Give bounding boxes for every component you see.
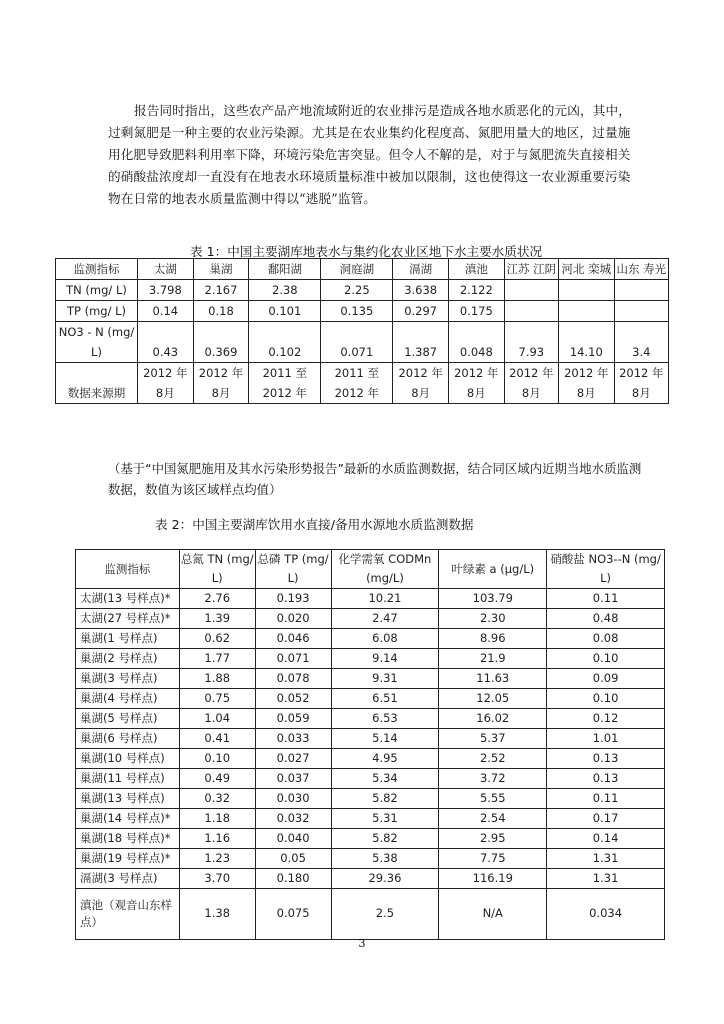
- row-label: 数据来源期: [56, 363, 138, 404]
- table-cell: 0.048: [449, 322, 505, 363]
- table-cell: 0.17: [547, 809, 665, 829]
- table-row: [56, 301, 669, 322]
- table-cell: 2.5: [331, 889, 439, 940]
- table-row: [76, 589, 665, 609]
- table-row: [76, 649, 665, 669]
- header-cell: 总磷 TP (mg/ L): [255, 550, 331, 589]
- row-label: 滇池（观音山东样点）: [76, 889, 180, 940]
- header-cell: 总氮 TN (mg/ L): [179, 550, 255, 589]
- table-cell: 0.071: [321, 322, 393, 363]
- row-label: 太湖(27 号样点)*: [76, 609, 180, 629]
- table-cell: 0.052: [255, 689, 331, 709]
- table-row: [56, 363, 669, 404]
- table-cell: 0.11: [547, 789, 665, 809]
- table-cell: 0.10: [179, 749, 255, 769]
- table-cell: 1.31: [547, 849, 665, 869]
- row-label: TN (mg/ L): [56, 280, 138, 301]
- table-cell: 0.11: [547, 589, 665, 609]
- table-cell: 0.059: [255, 709, 331, 729]
- table-cell: 0.040: [255, 829, 331, 849]
- row-label: TP (mg/ L): [56, 301, 138, 322]
- table-cell: 5.38: [331, 849, 439, 869]
- table-cell: [558, 301, 614, 322]
- row-label: 巢湖(2 号样点): [76, 649, 180, 669]
- table-cell: 14.10: [558, 322, 614, 363]
- table-row: [76, 789, 665, 809]
- table-row: [76, 849, 665, 869]
- header-cell: 江苏 江阴: [504, 259, 558, 280]
- table-cell: 5.37: [439, 729, 547, 749]
- header-cell: 硝酸盐 NO3--N (mg/ L): [547, 550, 665, 589]
- body-paragraph: 报告同时指出，这些农产品产地流域附近的农业排污是造成各地水质恶化的元凶，其中，过剩氮肥是一种主要的农业污染源。尤其是在农业集约化程度高、氮肥用量大的地区，过量施用化肥导致肥料利用率下降，环境污染危害突显。但令人不解的是，对于与氮肥流失直接相关的硝酸盐浓度却一直没有在地表水环境质量标准中被加以限制，这也使得这一农业源重要污染物在日常的地表水质量监测中得以“逃脱”监管。: [108, 103, 632, 206]
- table-cell: 5.34: [331, 769, 439, 789]
- table-cell: 0.033: [255, 729, 331, 749]
- table-cell: 0.297: [393, 301, 449, 322]
- page-number: 3: [358, 937, 366, 950]
- table-cell: 9.14: [331, 649, 439, 669]
- table-cell: 1.38: [179, 889, 255, 940]
- table-cell: 0.193: [255, 589, 331, 609]
- water-quality-table-2: [75, 549, 665, 940]
- table-cell: 0.14: [138, 301, 194, 322]
- table-cell: 0.027: [255, 749, 331, 769]
- table-cell: 0.10: [547, 649, 665, 669]
- table-cell: 2.25: [321, 280, 393, 301]
- header-cell: 叶绿素 a (μg/L): [439, 550, 547, 589]
- table-cell: 2012 年 8月: [138, 363, 194, 404]
- table-cell: 0.48: [547, 609, 665, 629]
- table-cell: 0.101: [249, 301, 321, 322]
- table-cell: 2.38: [249, 280, 321, 301]
- row-label: 巢湖(1 号样点): [76, 629, 180, 649]
- header-cell: 巢湖: [193, 259, 249, 280]
- table-cell: 0.14: [547, 829, 665, 849]
- table-cell: 2.76: [179, 589, 255, 609]
- table-row: [76, 689, 665, 709]
- table-row: [76, 749, 665, 769]
- table1-footnote: （基于“中国氮肥施用及其水污染形势报告”最新的水质监测数据，结合同区域内近期当地水质监测数据，数值为该区域样点均值）: [108, 461, 642, 497]
- table-cell: 0.43: [138, 322, 194, 363]
- row-label: 太湖(13 号样点)*: [76, 589, 180, 609]
- table-cell: 6.51: [331, 689, 439, 709]
- row-label: 巢湖(13 号样点): [76, 789, 180, 809]
- table-cell: 2.47: [331, 609, 439, 629]
- table-cell: 16.02: [439, 709, 547, 729]
- row-label: 巢湖(10 号样点): [76, 749, 180, 769]
- table-cell: 5.14: [331, 729, 439, 749]
- table-cell: 11.63: [439, 669, 547, 689]
- table-cell: 2012 年 8月: [393, 363, 449, 404]
- table-cell: 0.75: [179, 689, 255, 709]
- header-cell: 监测指标: [56, 259, 138, 280]
- table-cell: 21.9: [439, 649, 547, 669]
- table-header-row: [56, 259, 669, 280]
- table-cell: 1.39: [179, 609, 255, 629]
- table-cell: 1.18: [179, 809, 255, 829]
- table-cell: 2.52: [439, 749, 547, 769]
- table-cell: 1.23: [179, 849, 255, 869]
- table2-caption: 表 2：中国主要湖库饮用水直接/备用水源地水质监测数据: [155, 517, 474, 532]
- table-cell: 7.93: [504, 322, 558, 363]
- table-cell: 6.53: [331, 709, 439, 729]
- table-cell: 9.31: [331, 669, 439, 689]
- header-cell: 滆湖: [393, 259, 449, 280]
- table-cell: 0.13: [547, 749, 665, 769]
- table-cell: 0.071: [255, 649, 331, 669]
- table-cell: 0.037: [255, 769, 331, 789]
- table-cell: 0.135: [321, 301, 393, 322]
- table-cell: 0.41: [179, 729, 255, 749]
- table-cell: 2012 年 8月: [504, 363, 558, 404]
- table1-caption: 表 1：中国主要湖库地表水与集约化农业区地下水主要水质状况: [190, 244, 543, 259]
- table-cell: 0.62: [179, 629, 255, 649]
- table-cell: 1.01: [547, 729, 665, 749]
- table-cell: [504, 280, 558, 301]
- table-cell: 0.05: [255, 849, 331, 869]
- table-row: [76, 829, 665, 849]
- table-cell: 0.10: [547, 689, 665, 709]
- table-cell: 1.31: [547, 869, 665, 889]
- table-cell: 2012 年 8月: [614, 363, 668, 404]
- table-cell: 0.032: [255, 809, 331, 829]
- table-cell: 4.95: [331, 749, 439, 769]
- table-cell: 5.31: [331, 809, 439, 829]
- table-row: [76, 709, 665, 729]
- table-cell: 1.77: [179, 649, 255, 669]
- table-cell: 0.12: [547, 709, 665, 729]
- table-cell: 5.82: [331, 789, 439, 809]
- table-cell: 2011 至 2012 年: [249, 363, 321, 404]
- row-label: 滆湖(3 号样点): [76, 869, 180, 889]
- table-row: [76, 629, 665, 649]
- header-cell: 化学需氧 CODMn (mg/L): [331, 550, 439, 589]
- table-cell: 2.167: [193, 280, 249, 301]
- table-row: [76, 769, 665, 789]
- table-cell: 0.369: [193, 322, 249, 363]
- row-label: 巢湖(6 号样点): [76, 729, 180, 749]
- table-cell: 0.180: [255, 869, 331, 889]
- water-quality-table-1: [55, 258, 669, 404]
- row-label: NO3 - N (mg/ L): [56, 322, 138, 363]
- table-cell: 0.49: [179, 769, 255, 789]
- table-cell: 0.13: [547, 769, 665, 789]
- row-label: 巢湖(11 号样点): [76, 769, 180, 789]
- table-cell: 3.638: [393, 280, 449, 301]
- table-cell: 2012 年 8月: [193, 363, 249, 404]
- table-cell: 2012 年 8月: [558, 363, 614, 404]
- row-label: 巢湖(4 号样点): [76, 689, 180, 709]
- table-row: [56, 280, 669, 301]
- table-cell: 0.075: [255, 889, 331, 940]
- table-cell: [504, 301, 558, 322]
- row-label: 巢湖(19 号样点)*: [76, 849, 180, 869]
- table-cell: [558, 280, 614, 301]
- table-cell: 7.75: [439, 849, 547, 869]
- table-cell: 0.020: [255, 609, 331, 629]
- table-cell: 0.034: [547, 889, 665, 940]
- header-cell: 河北 栾城: [558, 259, 614, 280]
- table-cell: 1.04: [179, 709, 255, 729]
- table-cell: 1.387: [393, 322, 449, 363]
- table-cell: 12.05: [439, 689, 547, 709]
- table-cell: 2011 至 2012 年: [321, 363, 393, 404]
- table-cell: 0.102: [249, 322, 321, 363]
- table-cell: 0.030: [255, 789, 331, 809]
- table-row: [56, 322, 669, 363]
- table-cell: 2.54: [439, 809, 547, 829]
- table-cell: [614, 301, 668, 322]
- table-row: [76, 809, 665, 829]
- table-cell: 103.79: [439, 589, 547, 609]
- header-cell: 山东 寿光: [614, 259, 668, 280]
- table-cell: 0.078: [255, 669, 331, 689]
- table-cell: 8.96: [439, 629, 547, 649]
- table-cell: 6.08: [331, 629, 439, 649]
- table-cell: 2012 年 8月: [449, 363, 505, 404]
- table-row: [76, 729, 665, 749]
- header-cell: 洞庭湖: [321, 259, 393, 280]
- header-cell: 太湖: [138, 259, 194, 280]
- header-cell: 滇池: [449, 259, 505, 280]
- row-label: 巢湖(5 号样点): [76, 709, 180, 729]
- table-cell: 2.30: [439, 609, 547, 629]
- table-cell: 3.4: [614, 322, 668, 363]
- table-cell: 3.70: [179, 869, 255, 889]
- row-label: 巢湖(18 号样点)*: [76, 829, 180, 849]
- table-cell: 1.88: [179, 669, 255, 689]
- table-cell: 1.16: [179, 829, 255, 849]
- table-cell: 3.72: [439, 769, 547, 789]
- table-cell: 0.046: [255, 629, 331, 649]
- header-cell: 鄱阳湖: [249, 259, 321, 280]
- table-cell: 2.122: [449, 280, 505, 301]
- table-cell: 0.32: [179, 789, 255, 809]
- row-label: 巢湖(3 号样点): [76, 669, 180, 689]
- table-cell: [614, 280, 668, 301]
- table-cell: 0.08: [547, 629, 665, 649]
- table-cell: 2.95: [439, 829, 547, 849]
- table-cell: 10.21: [331, 589, 439, 609]
- table-header-row: [76, 550, 665, 589]
- table-cell: 0.09: [547, 669, 665, 689]
- row-label: 巢湖(14 号样点)*: [76, 809, 180, 829]
- table-cell: 0.18: [193, 301, 249, 322]
- table-cell: 29.36: [331, 869, 439, 889]
- table-cell: 5.55: [439, 789, 547, 809]
- table-cell: 116.19: [439, 869, 547, 889]
- table-row: [76, 889, 665, 940]
- table-cell: N/A: [439, 889, 547, 940]
- table-row: [76, 609, 665, 629]
- table-cell: 5.82: [331, 829, 439, 849]
- table-cell: 0.175: [449, 301, 505, 322]
- header-cell: 监测指标: [76, 550, 180, 589]
- table-row: [76, 669, 665, 689]
- table-cell: 3.798: [138, 280, 194, 301]
- table-row: [76, 869, 665, 889]
